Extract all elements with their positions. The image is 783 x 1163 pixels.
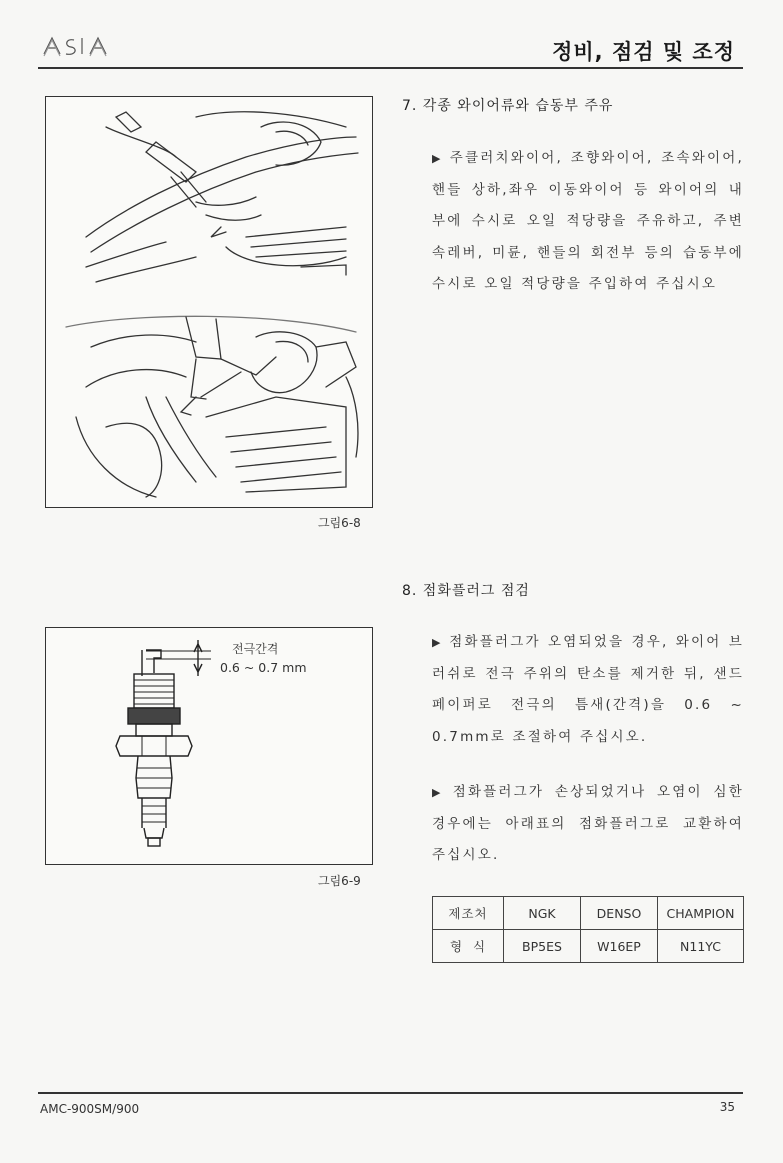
section-8-paragraph-2 [432,777,744,872]
bullet-triangle-icon: ▶ [432,786,445,799]
section-8-text-1: 점화플러그가 오염되었을 경우, 와이어 브러쉬로 전극 주위의 탄소를 제거한 뒤, 샌드페이퍼로 전극의 틈새(간격)을 0.6 ~ 0.7mm로 조절하여 주십시오. [432,634,744,745]
wire-lubrication-illustration [46,97,372,507]
footer-divider [38,1092,743,1094]
table-cell: W16EP [581,930,658,963]
header-divider [38,67,743,69]
section-7-paragraph [432,143,744,301]
table-cell: BP5ES [504,930,581,963]
table-cell: CHAMPION [658,897,744,930]
table-header-row [433,897,744,930]
footer-model: AMC-900SM/900 [40,1102,140,1116]
spark-plug-table [432,896,744,963]
section-7-heading: 7. 각종 와이어류와 습동부 주유 [402,98,614,114]
figure-6-8 [45,96,373,508]
spark-plug-icon [46,628,372,864]
section-8-paragraph-1 [432,627,744,753]
page-number: 35 [719,1100,735,1114]
table-cell: NGK [504,897,581,930]
asia-logo [40,30,110,60]
section-8-heading: 8. 점화플러그 점검 [402,583,530,599]
table-row [433,930,744,963]
figure-6-9-caption: 그림6-9 [318,874,361,888]
table-cell: 형 식 [433,930,504,963]
section-7-text: 주클러치와이어, 조향와이어, 조속와이어, 핸들 상하,좌우 이동와이어 등 와이어의 내부에 수시로 오일 적당량을 주유하고, 주변속레버, 미륜, 핸들의 회전부 등의 습동부에 수시로 오일 적당량을 주입하여 주십시오 [432,150,744,292]
bullet-triangle-icon: ▶ [432,152,442,165]
page-title: 정비, 점검 및 조정 [552,40,735,64]
bullet-triangle-icon: ▶ [432,636,442,649]
table-cell: DENSO [581,897,658,930]
electrode-gap-label: 전극간격 [232,642,279,656]
table-cell: 제조처 [433,897,504,930]
table-cell: N11YC [658,930,744,963]
figure-6-8-caption: 그림6-8 [318,516,361,530]
section-8-text-2: 점화플러그가 손상되었거나 오염이 심한 경우에는 아래표의 점화플러그로 교환하여 주십시오. [432,784,744,863]
figure-6-9 [45,627,373,865]
electrode-gap-value: 0.6 ~ 0.7 mm [220,660,307,675]
